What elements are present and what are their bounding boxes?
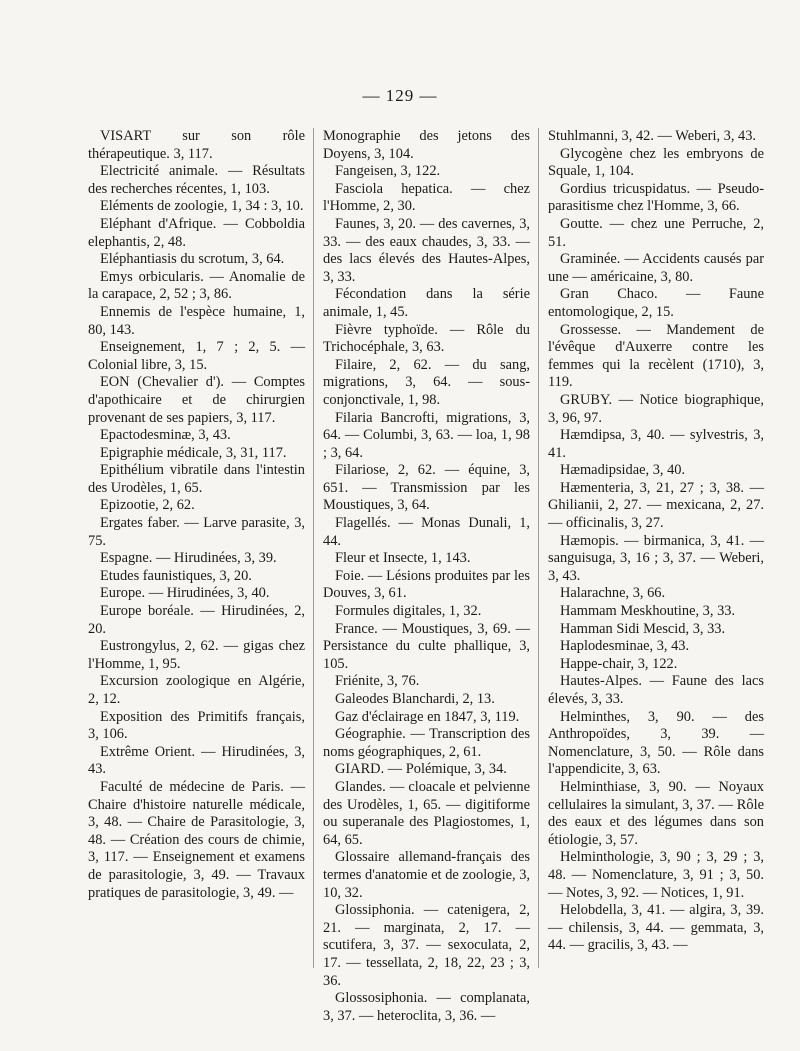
- index-entry: Fièvre typhoïde. — Rôle du Trichocéphale, 3, 63.: [323, 321, 530, 356]
- index-entry: Halarachne, 3, 66.: [560, 585, 666, 602]
- index-entry: Ergates faber. — Larve parasite, 3, 75.: [88, 515, 305, 549]
- index-entry: Haplodesminae, 3, 43.: [560, 638, 690, 655]
- index-entry: Fasciola hepatica. — chez l'Homme, 2, 30.: [323, 180, 530, 215]
- index-entry: Gaz d'éclairage en 1847, 3, 119.: [335, 708, 520, 725]
- index-entry: Filaria Bancrofti, migrations, 3, 64. — Columbi, 3, 63. — loa, 1, 98 ; 3, 64.: [323, 409, 530, 461]
- index-entry: VISART sur son rôle thérapeutique. 3, 117.: [88, 128, 305, 162]
- index-entry: Ennemis de l'espèce humaine, 1, 80, 143.: [88, 303, 305, 338]
- index-entry: Gordius tricuspidatus. — Pseudo-parasitisme chez l'Homme, 3, 66.: [548, 180, 764, 215]
- index-entry: Géographie. — Transcription des noms géographiques, 2, 61.: [323, 726, 530, 760]
- index-entry: Eléments de zoologie, 1, 34 : 3, 10.: [100, 198, 304, 215]
- index-entry: Eléphantiasis du scrotum, 3, 64.: [100, 251, 285, 268]
- index-entry: Filaire, 2, 62. — du sang, migrations, 3, 64. — sous-conjonctivale, 1, 98.: [323, 356, 530, 408]
- index-entry: Hæmdipsa, 3, 40. — sylvestris, 3, 41.: [548, 427, 764, 461]
- index-entry: Epactodesminæ, 3, 43.: [100, 427, 231, 444]
- index-entry: Graminée. — Accidents causés par une — américaine, 3, 80.: [548, 251, 764, 285]
- index-column-2: [313, 128, 538, 1024]
- index-entry: Fangeisen, 3, 122.: [335, 163, 441, 180]
- page-number: — 129 —: [362, 86, 438, 105]
- index-entry: Goutte. — chez une Perruche, 2, 51.: [548, 215, 764, 250]
- index-entry: Hæmopis. — birmanica, 3, 41. — sanguisuga, 3, 16 ; 3, 37. — Weberi, 3, 43.: [548, 532, 764, 584]
- index-entry: Faculté de médecine de Paris. — Chaire d'histoire naturelle médicale, 3, 48. — Chaire de Parasitologie, 3, 48. — Création des cours de chimie, 3, 117. — Enseignement et examens de parasitologie, 3, 49. — Travaux pratiques de parasitologie, 3, 49. —: [88, 778, 305, 901]
- index-entry: Epizootie, 2, 62.: [100, 497, 195, 514]
- index-entry: Hammam Meskhoutine, 3, 33.: [560, 603, 736, 620]
- index-entry: Exposition des Primitifs français, 3, 106.: [88, 708, 305, 743]
- index-entry: Electricité animale. — Résultats des recherches récentes, 1, 103.: [88, 163, 305, 197]
- index-entry: Helminthologie, 3, 90 ; 3, 29 ; 3, 48. — Nomenclature, 3, 91 ; 3, 50. — Notes, 3, 92. — Notices, 1, 91.: [548, 849, 764, 901]
- index-entry: Hæmenteria, 3, 21, 27 ; 3, 38. — Ghilianii, 2, 27. — mexicana, 2, 27. — officinalis, 3, 27.: [548, 479, 764, 532]
- index-entry: Hamman Sidi Mescid, 3, 33.: [560, 620, 726, 637]
- index-entry: Excursion zoologique en Algérie, 2, 12.: [88, 673, 305, 707]
- index-entry: Glossosiphonia. — complanata, 3, 37. — heteroclita, 3, 36. —: [323, 990, 530, 1024]
- index-entry: Friénite, 3, 76.: [335, 673, 420, 690]
- index-entry: Extrême Orient. — Hirudinées, 3, 43.: [88, 743, 305, 778]
- index-entry: Filariose, 2, 62. — équine, 3, 651. — Transmission par les Moustiques, 3, 64.: [323, 462, 530, 514]
- index-entry: Flagellés. — Monas Dunali, 1, 44.: [323, 515, 530, 549]
- index-entry: Glossiphonia. — catenigera, 2, 21. — marginata, 2, 17. — scutifera, 3, 37. — sexoculata, 2, 17. — tessellata, 2, 18, 22, 23 ; 3, 36.: [323, 902, 530, 989]
- index-entry: Gran Chaco. — Faune entomologique, 2, 15.: [548, 286, 764, 320]
- index-entry: France. — Moustiques, 3, 69. — Persistance du culte phallique, 3, 105.: [323, 620, 530, 672]
- index-entry: Helobdella, 3, 41. — algira, 3, 39. — chilensis, 3, 44. — gemmata, 3, 44. — gracilis, 3, 43. —: [548, 902, 764, 954]
- index-entry: Foie. — Lésions produites par les Douves, 3, 61.: [323, 567, 530, 602]
- index-entry: Fleur et Insecte, 1, 143.: [335, 550, 471, 567]
- index-entry: Fécondation dans la série animale, 1, 45.: [323, 286, 530, 320]
- index-entry: Happe-chair, 3, 122.: [560, 655, 678, 672]
- index-column-3: [538, 128, 764, 968]
- index-entry: Europe boréale. — Hirudinées, 2, 20.: [88, 603, 305, 637]
- index-entry: Epigraphie médicale, 3, 31, 117.: [100, 444, 287, 461]
- index-entry: Eustrongylus, 2, 62. — gigas chez l'Homme, 1, 95.: [88, 638, 305, 672]
- index-entry: Helminthiase, 3, 90. — Noyaux cellulaires la simulant, 3, 37. — Rôle des eaux et des légumes dans son étiologie, 3, 57.: [548, 778, 764, 848]
- index-entry: Monographie des jetons des Doyens, 3, 104.: [323, 128, 530, 162]
- index-entry: Etudes faunistiques, 3, 20.: [100, 567, 252, 584]
- index-entry: Epithélium vibratile dans l'intestin des Urodèles, 1, 65.: [88, 462, 305, 496]
- index-entry: Faunes, 3, 20. — des cavernes, 3, 33. — des eaux chaudes, 3, 33. — des lacs élevés des Hautes-Alpes, 3, 33.: [323, 215, 530, 285]
- index-column-1: [88, 128, 313, 968]
- index-entry: GIARD. — Polémique, 3, 34.: [335, 761, 507, 778]
- index-entry: Hæmadipsidae, 3, 40.: [560, 462, 686, 479]
- index-entry: Stuhlmanni, 3, 42. — Weberi, 3, 43.: [548, 128, 757, 144]
- index-entry: Hautes-Alpes. — Faune des lacs élevés, 3, 33.: [548, 673, 764, 707]
- index-entry: Helminthes, 3, 90. — des Anthropoïdes, 3, 39. — Nomenclature, 3, 50. — Rôle dans l'appendicite, 3, 63.: [548, 708, 764, 778]
- index-entry: Grossesse. — Mandement de l'évêque d'Auxerre contre les femmes qui la recèlent (1710), 3, 119.: [548, 321, 764, 391]
- index-columns: [88, 128, 764, 1024]
- index-entry: Emys orbicularis. — Anomalie de la carapace, 2, 52 ; 3, 86.: [88, 268, 305, 303]
- index-entry: Glossaire allemand-français des termes d'anatomie et de zoologie, 3, 10, 32.: [323, 849, 530, 901]
- index-entry: Formules digitales, 1, 32.: [335, 603, 482, 620]
- index-entry: Espagne. — Hirudinées, 3, 39.: [100, 550, 277, 567]
- index-entry: Europe. — Hirudinées, 3, 40.: [100, 585, 270, 602]
- index-entry: Glandes. — cloacale et pelvienne des Urodèles, 1, 65. — digitiforme ou superanale des Plagiostomes, 1, 64, 65.: [323, 778, 530, 848]
- index-entry: Galeodes Blanchardi, 2, 13.: [335, 691, 495, 707]
- index-entry: GRUBY. — Notice biographique, 3, 96, 97.: [548, 391, 764, 426]
- index-entry: Enseignement, 1, 7 ; 2, 5. — Colonial libre, 3, 15.: [88, 339, 305, 373]
- index-entry: Glycogène chez les embryons de Squale, 1, 104.: [548, 145, 764, 180]
- index-entry: EON (Chevalier d'). — Comptes d'apothicaire et de chirurgien provenant de ses papiers, 3, 117.: [88, 374, 305, 426]
- index-entry: Eléphant d'Afrique. — Cobboldia elephantis, 2, 48.: [88, 215, 305, 250]
